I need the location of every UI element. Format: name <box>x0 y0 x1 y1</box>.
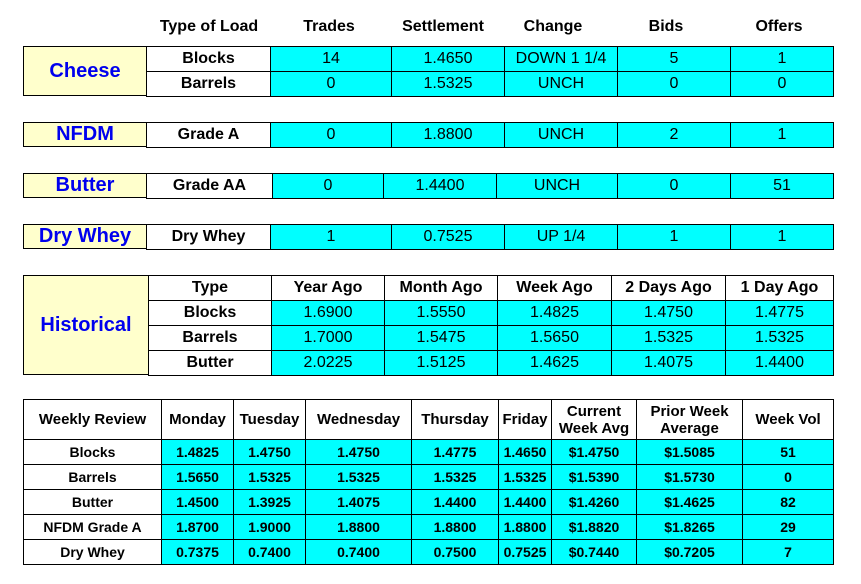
value-cell: 1.7000 <box>272 326 385 351</box>
value-cell: 1.5325 <box>499 465 552 490</box>
table-row <box>149 326 834 351</box>
value-cell: 7 <box>743 540 834 565</box>
value-cell: 1.5475 <box>385 326 498 351</box>
table-row <box>24 515 834 540</box>
value-cell: $1.5730 <box>637 465 743 490</box>
historical-header-2-days-ago: 2 Days Ago <box>612 276 726 301</box>
weekly-row-label: NFDM Grade A <box>24 515 162 540</box>
value-cell: 1.4400 <box>726 351 834 376</box>
weekly-header-friday: Friday <box>499 400 552 440</box>
value-cell: 1.5550 <box>385 301 498 326</box>
nfdm-table <box>146 122 834 148</box>
value-cell: $1.4750 <box>552 440 637 465</box>
offers-cell: 1 <box>731 47 834 72</box>
value-cell: 51 <box>743 440 834 465</box>
value-cell: 1.4400 <box>499 490 552 515</box>
type-cell: Butter <box>149 351 272 376</box>
value-cell: 82 <box>743 490 834 515</box>
trades-cell: 14 <box>271 47 392 72</box>
offers-cell: 1 <box>731 225 834 250</box>
value-cell: 0.7400 <box>234 540 306 565</box>
type-cell: Blocks <box>149 301 272 326</box>
value-cell: 1.6900 <box>272 301 385 326</box>
value-cell: 1.4650 <box>499 440 552 465</box>
settlement-cell: 1.8800 <box>392 123 505 148</box>
nfdm-label: NFDM <box>23 122 147 147</box>
value-cell: 0.7500 <box>412 540 499 565</box>
type-cell: Grade A <box>147 123 271 148</box>
header-change: Change <box>523 18 583 35</box>
weekly-header-current-week-avg: Current Week Avg <box>552 400 637 440</box>
type-cell: Dry Whey <box>147 225 271 250</box>
trades-cell: 1 <box>271 225 392 250</box>
historical-table <box>148 275 834 376</box>
table-row <box>147 72 834 97</box>
butter-table <box>146 173 834 199</box>
value-cell: $1.4260 <box>552 490 637 515</box>
trades-cell: 0 <box>271 123 392 148</box>
weekly-row-label: Dry Whey <box>24 540 162 565</box>
value-cell: $0.7440 <box>552 540 637 565</box>
type-cell: Barrels <box>149 326 272 351</box>
weekly-header-wednesday: Wednesday <box>306 400 412 440</box>
offers-cell: 0 <box>731 72 834 97</box>
value-cell: 1.5325 <box>412 465 499 490</box>
value-cell: 0.7375 <box>162 540 234 565</box>
table-row <box>147 174 834 199</box>
bids-cell: 0 <box>618 174 731 199</box>
settlement-cell: 1.4650 <box>392 47 505 72</box>
offers-cell: 1 <box>731 123 834 148</box>
value-cell: 0 <box>743 465 834 490</box>
value-cell: 1.5325 <box>234 465 306 490</box>
value-cell: 29 <box>743 515 834 540</box>
header-offers: Offers <box>755 18 803 35</box>
value-cell: 2.0225 <box>272 351 385 376</box>
weekly-header-prior-week-average: Prior Week Average <box>637 400 743 440</box>
butter-label: Butter <box>23 173 147 198</box>
cheese-label: Cheese <box>23 46 147 96</box>
change-cell: UNCH <box>505 123 618 148</box>
value-cell: 1.4400 <box>412 490 499 515</box>
table-row <box>149 301 834 326</box>
value-cell: 1.4075 <box>306 490 412 515</box>
value-cell: 1.5325 <box>306 465 412 490</box>
historical-header-week-ago: Week Ago <box>498 276 612 301</box>
trades-cell: 0 <box>273 174 384 199</box>
value-cell: 1.3925 <box>234 490 306 515</box>
change-cell: UNCH <box>505 72 618 97</box>
value-cell: 1.8700 <box>162 515 234 540</box>
value-cell: 1.4750 <box>234 440 306 465</box>
dry-whey-table <box>146 224 834 250</box>
change-cell: UP 1/4 <box>505 225 618 250</box>
value-cell: 1.9000 <box>234 515 306 540</box>
value-cell: 1.4750 <box>306 440 412 465</box>
value-cell: $1.4625 <box>637 490 743 515</box>
type-cell: Grade AA <box>147 174 273 199</box>
value-cell: 1.4750 <box>612 301 726 326</box>
historical-header-year-ago: Year Ago <box>272 276 385 301</box>
type-cell: Blocks <box>147 47 271 72</box>
trades-cell: 0 <box>271 72 392 97</box>
weekly-header-week-vol: Week Vol <box>743 400 834 440</box>
value-cell: $1.5390 <box>552 465 637 490</box>
weekly-row-label: Butter <box>24 490 162 515</box>
weekly-header-thursday: Thursday <box>412 400 499 440</box>
value-cell: 1.4825 <box>162 440 234 465</box>
historical-header-row <box>149 276 834 301</box>
value-cell: 1.5325 <box>612 326 726 351</box>
value-cell: 1.4775 <box>412 440 499 465</box>
value-cell: 0.7400 <box>306 540 412 565</box>
table-row <box>149 351 834 376</box>
value-cell: 1.4075 <box>612 351 726 376</box>
bids-cell: 1 <box>618 225 731 250</box>
settlement-cell: 1.4400 <box>384 174 497 199</box>
value-cell: 1.8800 <box>306 515 412 540</box>
header-type-of-load: Type of Load <box>159 18 259 35</box>
weekly-header-title: Weekly Review <box>24 400 162 440</box>
value-cell: 1.4825 <box>498 301 612 326</box>
table-row <box>24 440 834 465</box>
value-cell: $1.8265 <box>637 515 743 540</box>
value-cell: 1.8800 <box>499 515 552 540</box>
bids-cell: 2 <box>618 123 731 148</box>
weekly-header-row <box>24 400 834 440</box>
weekly-row-label: Blocks <box>24 440 162 465</box>
settlement-cell: 1.5325 <box>392 72 505 97</box>
change-cell: DOWN 1 1/4 <box>505 47 618 72</box>
bids-cell: 5 <box>618 47 731 72</box>
weekly-header-tuesday: Tuesday <box>234 400 306 440</box>
weekly-review-table <box>23 399 834 565</box>
historical-header-1-day-ago: 1 Day Ago <box>726 276 834 301</box>
settlement-cell: 0.7525 <box>392 225 505 250</box>
table-row <box>24 540 834 565</box>
historical-header-month-ago: Month Ago <box>385 276 498 301</box>
change-cell: UNCH <box>497 174 618 199</box>
value-cell: $1.5085 <box>637 440 743 465</box>
header-trades: Trades <box>303 18 355 35</box>
value-cell: 1.5650 <box>162 465 234 490</box>
header-settlement: Settlement <box>402 18 484 35</box>
offers-cell: 51 <box>731 174 834 199</box>
value-cell: 1.4500 <box>162 490 234 515</box>
table-row <box>147 225 834 250</box>
type-cell: Barrels <box>147 72 271 97</box>
value-cell: $0.7205 <box>637 540 743 565</box>
value-cell: $1.8820 <box>552 515 637 540</box>
table-row <box>24 490 834 515</box>
cheese-table <box>146 46 834 97</box>
value-cell: 1.5650 <box>498 326 612 351</box>
value-cell: 1.8800 <box>412 515 499 540</box>
historical-label: Historical <box>23 275 149 375</box>
value-cell: 1.4625 <box>498 351 612 376</box>
dry-whey-label: Dry Whey <box>23 224 147 249</box>
bids-cell: 0 <box>618 72 731 97</box>
value-cell: 1.5325 <box>726 326 834 351</box>
weekly-row-label: Barrels <box>24 465 162 490</box>
historical-header-type: Type <box>149 276 272 301</box>
value-cell: 0.7525 <box>499 540 552 565</box>
value-cell: 1.5125 <box>385 351 498 376</box>
header-bids: Bids <box>648 18 684 35</box>
table-row <box>147 47 834 72</box>
value-cell: 1.4775 <box>726 301 834 326</box>
table-row <box>24 465 834 490</box>
weekly-header-monday: Monday <box>162 400 234 440</box>
table-row <box>147 123 834 148</box>
